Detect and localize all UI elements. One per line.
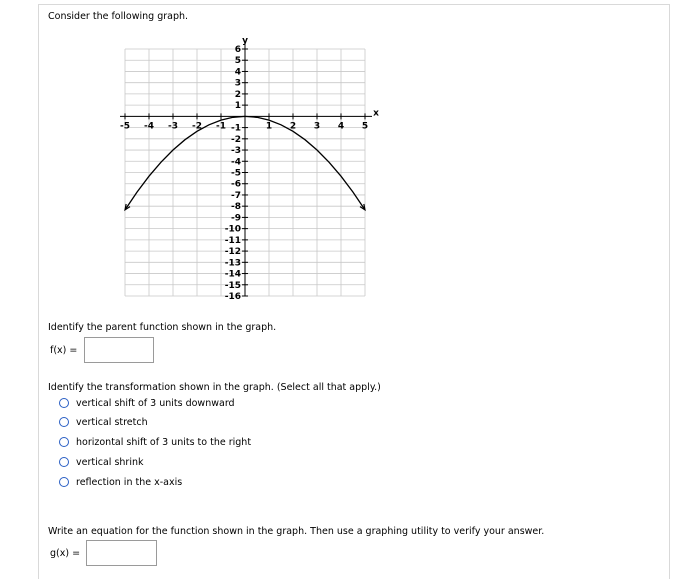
y-tick-label: -8 <box>231 202 241 213</box>
checkbox-circle-icon[interactable] <box>59 457 69 467</box>
y-tick-label: -3 <box>231 146 241 157</box>
option-label: vertical stretch <box>76 416 148 428</box>
fx-answer-input[interactable] <box>84 337 154 363</box>
x-tick-label: 5 <box>361 121 369 132</box>
y-tick-label: 1 <box>234 101 241 112</box>
y-tick-label: -4 <box>231 157 241 168</box>
option-label: vertical shift of 3 units downward <box>76 397 235 409</box>
checkbox-circle-icon[interactable] <box>59 477 69 487</box>
x-tick-label: 3 <box>313 121 321 132</box>
checkbox-circle-icon[interactable] <box>59 398 69 408</box>
x-tick-label: -3 <box>168 121 178 132</box>
x-tick-label: -2 <box>192 121 202 132</box>
y-tick-label: -7 <box>231 190 241 201</box>
y-tick-label: -12 <box>224 247 241 258</box>
y-tick-label: 6 <box>234 45 241 55</box>
y-tick-label: -2 <box>231 134 241 145</box>
x-tick-label: -4 <box>144 121 154 132</box>
option-vertical-shift[interactable] <box>59 396 235 410</box>
option-label: vertical shrink <box>76 456 144 468</box>
y-tick-label: -11 <box>224 235 241 246</box>
y-tick-label: -15 <box>224 280 241 291</box>
option-horizontal-shift[interactable] <box>59 435 251 449</box>
y-tick-label: 5 <box>234 56 241 67</box>
option-vertical-shrink[interactable] <box>59 455 143 469</box>
q1-label: f(x) = <box>50 345 78 356</box>
x-axis-label: x <box>373 108 379 119</box>
y-tick-label: -16 <box>224 292 241 302</box>
option-label: horizontal shift of 3 units to the right <box>76 436 252 448</box>
x-tick-label: -1 <box>216 121 226 132</box>
y-tick-label: -13 <box>224 258 241 269</box>
x-tick-label: 4 <box>337 121 345 132</box>
y-tick-label: 4 <box>234 67 241 78</box>
x-tick-label: 2 <box>289 121 297 132</box>
q3-prompt: Write an equation for the function shown in the graph. Then use a graphing utility to verify your answer. <box>48 526 545 537</box>
option-label: reflection in the x-axis <box>76 476 183 488</box>
y-tick-label: -6 <box>231 179 241 190</box>
y-tick-label: 3 <box>234 78 241 89</box>
y-tick-label: -10 <box>224 224 241 235</box>
graph <box>110 32 380 302</box>
y-tick-label: -14 <box>224 269 241 280</box>
checkbox-circle-icon[interactable] <box>59 417 69 427</box>
y-axis-label: y <box>242 36 248 46</box>
option-reflection[interactable] <box>59 475 182 489</box>
option-vertical-stretch[interactable] <box>59 415 148 429</box>
intro-text: Consider the following graph. <box>48 11 189 22</box>
x-tick-label: 1 <box>265 121 273 132</box>
q1-prompt: Identify the parent function shown in the graph. <box>48 322 277 333</box>
checkbox-circle-icon[interactable] <box>59 437 69 447</box>
y-tick-label: -1 <box>231 123 241 134</box>
y-tick-label: -9 <box>231 213 241 224</box>
q2-prompt: Identify the transformation shown in the graph. (Select all that apply.) <box>48 382 381 393</box>
y-tick-label: -5 <box>231 168 241 179</box>
q3-label: g(x) = <box>50 548 81 559</box>
gx-answer-input[interactable] <box>86 540 157 566</box>
x-tick-label: -5 <box>120 121 130 132</box>
y-tick-label: 2 <box>234 89 241 100</box>
